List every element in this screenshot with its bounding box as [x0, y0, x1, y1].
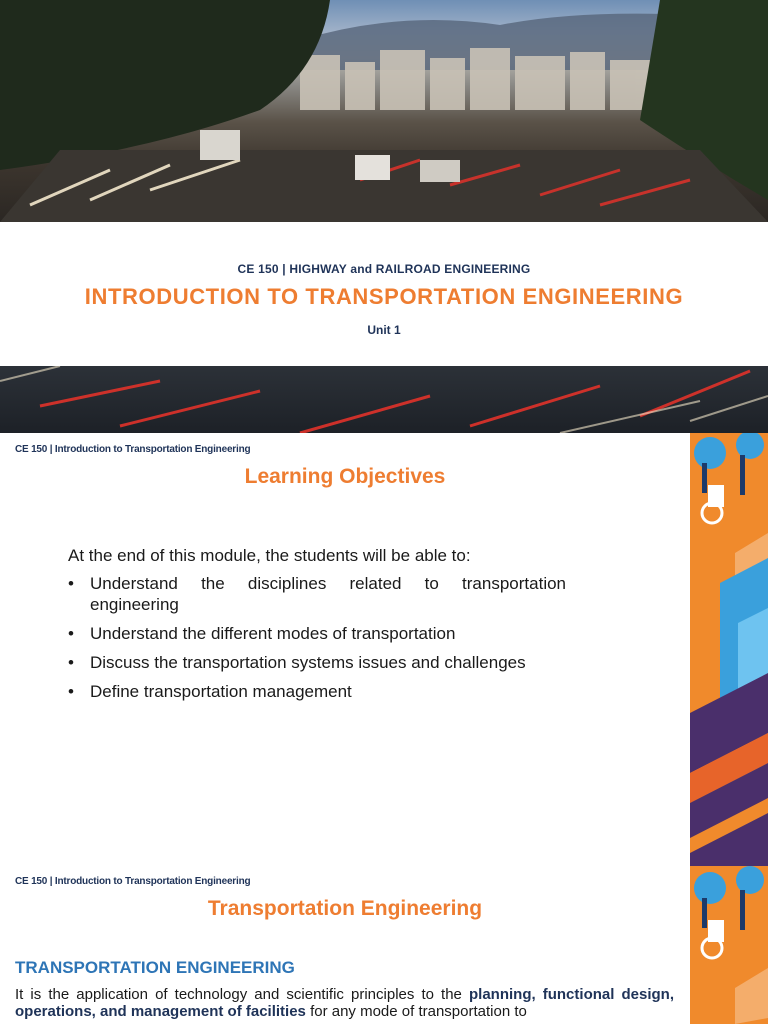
course-title: CE 150 | HIGHWAY and RAILROAD ENGINEERING: [237, 262, 531, 276]
list-item: • Understand the different modes of transportation: [68, 624, 456, 643]
bullet-icon: •: [68, 682, 74, 701]
objectives-intro: At the end of this module, the students will be able to:: [68, 546, 471, 565]
cyclist-illustration: [690, 433, 768, 866]
highway-city-photo: [0, 0, 768, 222]
definition-emphasis: planning, functional design, operations, and management of facilities: [15, 986, 674, 1020]
presentation-title: INTRODUCTION TO TRANSPORTATION ENGINEERING: [84, 284, 684, 309]
list-item: • Discuss the transportation systems issues and challenges: [68, 653, 526, 672]
motion-streaks-photo: [0, 366, 768, 433]
bullet-icon: •: [68, 653, 74, 672]
bullet-icon: •: [68, 574, 74, 593]
list-item: • Define transportation management: [68, 682, 352, 701]
slide-heading: Learning Objectives: [244, 465, 446, 488]
title-slide: [0, 0, 768, 433]
definition-paragraph: It is the application of technology and scientific principles to the planning, functional design, operations, and management of facilities for any mode of transportation to: [15, 986, 674, 1020]
objectives-list: [68, 573, 566, 710]
slide-header: CE 150 | Introduction to Transportation Engineering: [15, 876, 251, 887]
slide-heading: Transportation Engineering: [207, 897, 483, 920]
cyclist-illustration: [690, 866, 768, 1024]
unit-label: Unit 1: [367, 323, 401, 337]
learning-objectives-slide: [0, 433, 768, 866]
bullet-icon: •: [68, 624, 74, 643]
slide-header: CE 150 | Introduction to Transportation Engineering: [15, 444, 251, 455]
list-item: • Understand the disciplines related to transportation engineering: [68, 574, 566, 614]
transportation-engineering-slide: [0, 866, 768, 1024]
section-heading: TRANSPORTATION ENGINEERING: [15, 958, 295, 977]
